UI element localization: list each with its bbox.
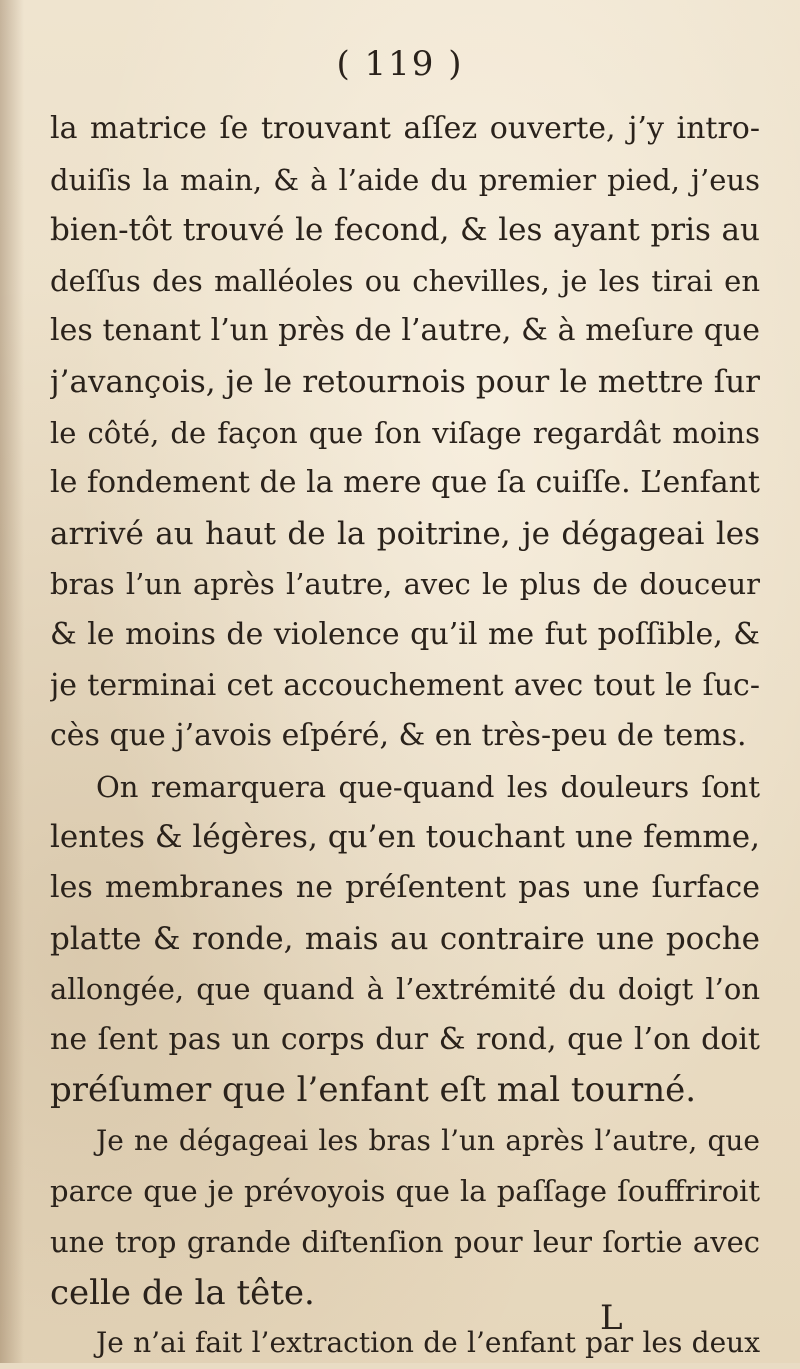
text-line: ne ſent pas un corps dur & rond, que l’on doit	[50, 1021, 760, 1057]
text-line: les membranes ne préſentent pas une ſurface	[50, 869, 760, 905]
text-line: Je ne dégageai les bras l’un après l’autre, que	[96, 1123, 760, 1157]
body-text	[50, 104, 760, 1369]
catchword: L	[600, 1298, 623, 1338]
text-line: je terminai cet accouchement avec tout le ſuc-	[50, 667, 760, 703]
text-line: parce que je prévoyois que la paſſage ſouffriroit	[50, 1174, 760, 1209]
text-line: allongée, que quand à l’extrémité du doigt l’on	[50, 972, 760, 1007]
text-line: préſumer que l’enfant eſt mal tourné.	[50, 1070, 697, 1111]
page-number: ( 119 )	[336, 44, 464, 84]
binding-gutter-shadow	[0, 0, 24, 1363]
text-line: arrivé au haut de la poitrine, je dégageai les	[50, 515, 760, 552]
text-line: les tenant l’un près de l’autre, & à meſure que	[50, 313, 760, 349]
text-line: cès que j’avois eſpéré, & en très-peu de tems.	[50, 718, 747, 754]
text-line: Je n’ai fait l’extraction de l’enfant par les deux	[96, 1326, 760, 1360]
text-line: duiſis la main, & à l’aide du premier pied, j’eus	[50, 162, 760, 197]
text-line: celle de la tête.	[50, 1272, 315, 1313]
text-line: On remarquera que-quand les douleurs ſont	[96, 769, 760, 804]
text-line: & le moins de violence qu’il me fut poſſible, &	[50, 616, 760, 652]
text-line: la matrice ſe trouvant aſſez ouverte, j’y intro-	[50, 111, 760, 146]
text-line: le côté, de façon que ſon viſage regardât moins	[50, 415, 760, 450]
text-line: le fondement de la mere que ſa cuiſſe. L’enfant	[50, 465, 760, 501]
text-line: bras l’un après l’autre, avec le plus de douceur	[50, 567, 760, 602]
text-line: une trop grande diſtenſion pour leur ſortie avec	[50, 1225, 760, 1260]
text-line: deſſus des malléoles ou chevilles, je les tirai en	[50, 263, 760, 298]
text-line: j’avançois, je le retournois pour le mettre ſur	[50, 363, 760, 400]
text-line: platte & ronde, mais au contraire une poche	[50, 920, 760, 957]
text-line: bien-tôt trouvé le fecond, & les ayant pris au	[50, 212, 760, 249]
text-line: lentes & légères, qu’en touchant une femme,	[50, 819, 760, 856]
